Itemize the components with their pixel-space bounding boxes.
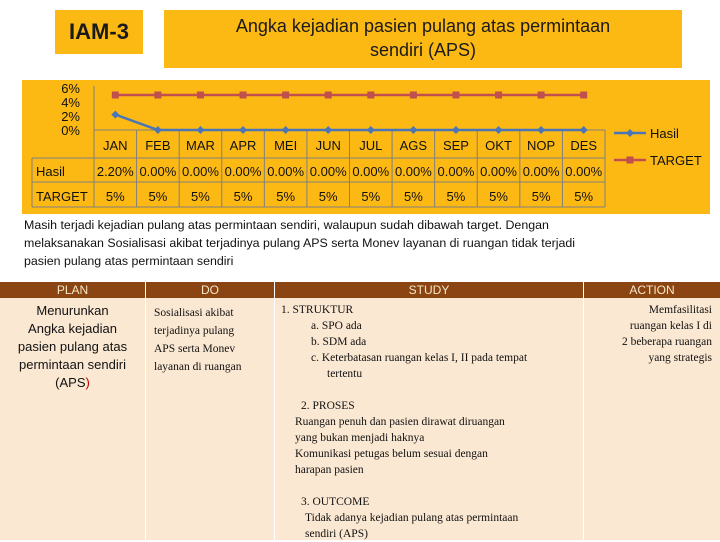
study-proses-line: Ruangan penuh dan pasien dirawat diruangan	[295, 416, 505, 428]
y-tick-label: 0%	[61, 123, 80, 138]
x-category-label: OKT	[485, 138, 512, 153]
table-data-label: 0.00%	[267, 164, 305, 179]
action-line: yang strategis	[648, 352, 712, 364]
table-data-label: 5%	[105, 189, 125, 204]
x-category-label: AGS	[399, 138, 428, 153]
data-point-target	[325, 92, 332, 99]
table-data-label: 0.00%	[224, 164, 262, 179]
study-column	[275, 298, 583, 540]
study-keterbatasan: c. Keterbatasan ruangan kelas I, II pada tempat	[311, 352, 528, 364]
x-category-label: MEI	[274, 138, 298, 153]
x-category-label: JUN	[315, 138, 341, 153]
study-proses: 2. PROSES	[301, 400, 355, 412]
y-tick-label: 6%	[61, 81, 80, 96]
plan-line: Menurunkan	[36, 303, 109, 318]
table-series-name: TARGET	[36, 189, 88, 204]
description-line-3: pasien pulang atas permintaan sendiri	[24, 254, 234, 268]
data-point-hasil	[580, 126, 588, 134]
plan-line: pasien pulang atas	[17, 339, 128, 354]
analysis-description	[24, 216, 696, 270]
table-data-label: 5%	[318, 189, 338, 204]
data-point-target	[580, 92, 587, 99]
legend-marker-target	[627, 157, 634, 164]
title-line-2: sendiri (APS)	[369, 40, 477, 60]
table-data-label: 0.00%	[352, 164, 390, 179]
table-data-label: 5%	[276, 189, 296, 204]
plan-column	[0, 298, 145, 540]
plan-heading: PLAN	[0, 282, 145, 298]
x-category-label: FEB	[145, 138, 171, 153]
data-point-hasil	[196, 126, 204, 134]
data-point-hasil	[452, 126, 460, 134]
data-point-target	[367, 92, 374, 99]
table-data-label: 5%	[531, 189, 551, 204]
table-data-label: 2.20%	[96, 164, 134, 179]
study-heading: STUDY	[275, 282, 583, 298]
data-point-target	[240, 92, 247, 99]
study-proses-line: yang bukan menjadi haknya	[295, 432, 425, 444]
data-point-hasil	[239, 126, 247, 134]
x-category-label: SEP	[442, 138, 469, 153]
data-point-target	[197, 92, 204, 99]
table-data-label: 0.00%	[394, 164, 432, 179]
table-data-label: 0.00%	[522, 164, 560, 179]
data-point-target	[452, 92, 459, 99]
table-data-label: 0.00%	[437, 164, 475, 179]
table-data-label: 5%	[191, 189, 210, 204]
title-line-1: Angka kejadian pasien pulang atas permintaan	[235, 16, 611, 36]
do-heading: DO	[146, 282, 274, 298]
study-proses-line: Komunikasi petugas belum sesuai dengan	[295, 448, 488, 460]
table-data-label: 5%	[361, 189, 381, 204]
do-line: layanan di ruangan	[154, 361, 242, 373]
plan-aps-paren: )	[85, 375, 90, 390]
data-point-target	[282, 92, 289, 99]
study-keterbatasan-cont: tertentu	[327, 368, 363, 380]
do-line: Sosialisasi akibat	[154, 307, 234, 319]
study-sdm: b. SDM ada	[311, 336, 367, 348]
do-line: terjadinya pulang	[154, 325, 235, 337]
y-tick-label: 2%	[61, 109, 80, 124]
data-point-hasil	[111, 111, 119, 119]
data-point-hasil	[154, 126, 162, 134]
table-data-label: 5%	[489, 189, 508, 204]
x-category-label: JUL	[359, 138, 383, 153]
study-outcome: 3. OUTCOME	[301, 496, 370, 508]
plan-line: Angka kejadian	[28, 321, 117, 336]
data-point-target	[112, 92, 119, 99]
table-series-name: Hasil	[36, 164, 65, 179]
study-proses-line: harapan pasien	[295, 464, 364, 476]
data-point-target	[410, 92, 417, 99]
x-category-label: MAR	[186, 138, 215, 153]
action-column	[584, 298, 720, 540]
do-column	[146, 298, 274, 540]
legend-marker-hasil	[626, 129, 634, 137]
table-data-label: 5%	[574, 189, 594, 204]
study-spo: a. SPO ada	[311, 320, 362, 332]
plan-aps-text: (APS	[55, 375, 86, 390]
indicator-badge: IAM-3	[55, 10, 143, 54]
data-point-hasil	[367, 126, 375, 134]
data-point-hasil	[282, 126, 290, 134]
data-point-hasil	[324, 126, 332, 134]
study-struktur: 1. STRUKTUR	[281, 304, 354, 316]
data-point-target	[154, 92, 161, 99]
line-chart	[22, 80, 710, 214]
chart-panel	[22, 80, 710, 214]
do-line: APS serta Monev	[154, 343, 236, 355]
table-data-label: 5%	[446, 189, 466, 204]
action-line: Memfasilitasi	[648, 304, 712, 316]
description-line-1: Masih terjadi kejadian pulang atas permintaan sendiri, walaupun sudah dibawah target. Dengan	[24, 218, 549, 232]
action-heading: ACTION	[584, 282, 720, 298]
table-data-label: 0.00%	[480, 164, 517, 179]
x-category-label: JAN	[103, 138, 128, 153]
table-data-label: 5%	[233, 189, 253, 204]
study-outcome-line: Tidak adanya kejadian pulang atas permintaan	[305, 512, 519, 524]
data-point-hasil	[409, 126, 417, 134]
legend-label: Hasil	[650, 126, 679, 141]
series-line-hasil	[115, 115, 583, 130]
action-line: ruangan kelas I di	[629, 320, 712, 332]
legend-label: TARGET	[650, 153, 702, 168]
plan-line: permintaan sendiri	[19, 357, 126, 372]
action-line: 2 beberapa ruangan	[621, 336, 712, 348]
study-outcome-line: sendiri (APS)	[305, 528, 368, 540]
table-data-label: 0.00%	[565, 164, 603, 179]
y-tick-label: 4%	[61, 95, 80, 110]
description-line-2: melaksanakan Sosialisasi akibat terjadinya pulang APS serta Monev layanan di ruangan tidak terjadi	[24, 236, 576, 250]
data-point-target	[495, 92, 502, 99]
data-point-hasil	[537, 126, 545, 134]
x-category-label: NOP	[527, 138, 556, 153]
table-data-label: 5%	[148, 189, 168, 204]
data-point-target	[538, 92, 545, 99]
table-data-label: 5%	[403, 189, 423, 204]
table-data-label: 0.00%	[182, 164, 219, 179]
x-category-label: APR	[229, 138, 257, 153]
data-point-hasil	[495, 126, 503, 134]
page-title	[164, 10, 682, 68]
table-data-label: 0.00%	[139, 164, 177, 179]
table-data-label: 0.00%	[309, 164, 347, 179]
plan-line	[0, 374, 145, 392]
x-category-label: DES	[570, 138, 598, 153]
